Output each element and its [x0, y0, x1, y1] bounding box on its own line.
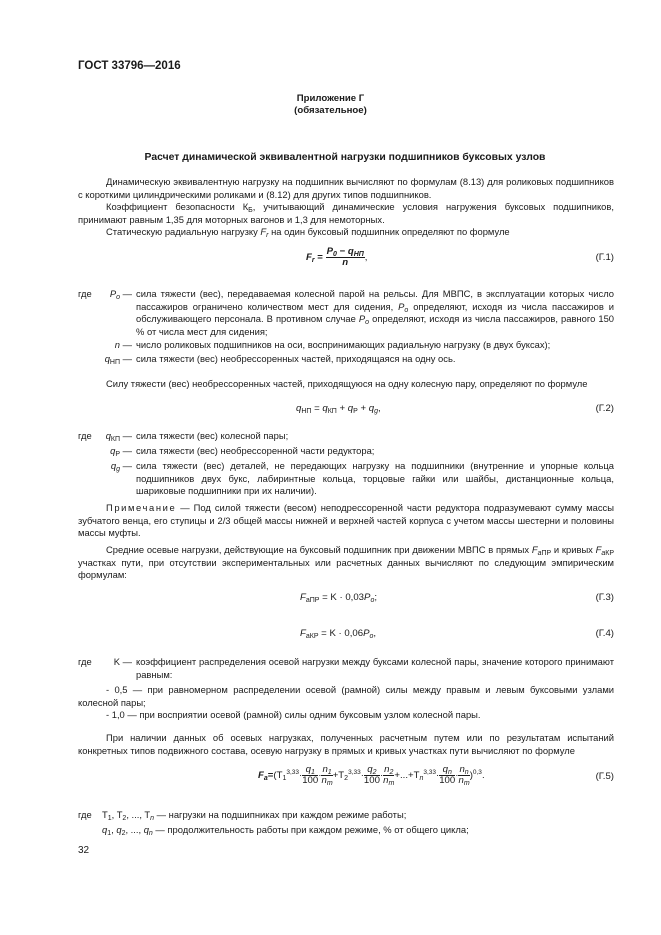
def-k-item-1: - 0,5 — при равномерном распределении осевой (рамной) силы между правым и левым буксовыми узлами колесной пары;	[78, 684, 614, 708]
def-text-qg: сила тяжести (вес) деталей, не передающих нагрузку на подшипники (внутренние и упорные кольца подшипников двух букс, лабиринтные кольца, торцовые гайки или шайбы, дистанционные кольца, шариковые подшипники при их наличии).	[136, 460, 614, 497]
where-label: где	[78, 430, 92, 441]
document-header: ГОСТ 33796—2016	[78, 60, 181, 72]
def-symbol-po: $P_o$ —	[109, 288, 132, 301]
def-symbol-qkp: $q_{КП}$ —	[105, 430, 132, 443]
appendix-status: (обязательное)	[294, 105, 367, 116]
paragraph-1: Динамическую эквивалентную нагрузку на подшипник вычисляют по формулам (8.13) для роликовых подшипников с короткими цилиндрическими роликами и (8.12) для других типов подшипников.	[78, 176, 614, 200]
paragraph-4: Силу тяжести (вес) необрессоренных частей, приходящуюся на одну колесную пару, определяют по формуле	[106, 378, 588, 389]
formula-g1: $F_r$ = $\frac{P_0 - q_{НП}}{n}$ ,	[306, 246, 368, 268]
paragraph-6: При наличии данных об осевых нагрузках, полученных расчетным путем или по результатам испытаний конкретных типов подвижного состава, осевую нагрузку в прямых и кривых участках пути вычисляют по формуле	[78, 732, 614, 756]
formula-number-g5: (Г.5)	[595, 771, 614, 782]
where-label: где	[78, 288, 92, 299]
formula-number-g3: (Г.3)	[595, 592, 614, 603]
def-symbol-n: n —	[114, 339, 132, 350]
def-symbol-qr: $q_Р$ —	[110, 445, 132, 458]
paragraph-3: Статическую радиальную нагрузку $F_r$ на один буксовый подшипник определяют по формуле	[106, 226, 510, 239]
def-k-item-2: - 1,0 — при восприятии осевой (рамной) силы одним буксовым узлом колесной пары.	[106, 709, 481, 720]
section-title: Расчет динамической эквивалентной нагрузки подшипников буксовых узлов	[144, 152, 546, 163]
note: Примечание — Под силой тяжести (весом) неподрессоренной части редуктора подразумевают сумму массы зубчатого венца, его ступицы и 2/3 общей массы нижней и верхней частей корпуса с учетом массы шестерни и половины массы муфты.	[78, 502, 614, 539]
where-label: где	[78, 656, 92, 667]
def-text-qr: сила тяжести (вес) необрессоренной части редуктора;	[136, 445, 375, 456]
def-text-qnp: сила тяжести (вес) необрессоренных частей, приходящаяся на одну ось.	[136, 353, 456, 364]
def-t-list: $T_1$, $T_2$, ..., $T_n$ — нагрузки на подшипниках при каждом режиме работы;	[102, 809, 407, 822]
formula-g5: $F_a=(T_1^{3,33}\cdot$ $\frac{q_1}{100}$ · $\frac{n_1}{n_m}$ $+T_2^{3,33}\cdot$ $\frac{q_2}{100}$ · $\frac{n_2}{n_m}$ $+...+T_n^{3,33}\cdot$ $\frac{q_n}{100}$ · $\frac{n_n}{n_m}$ )$^{0,3}$.	[258, 764, 485, 787]
paragraph-5: Средние осевые нагрузки, действующие на буксовый подшипник при движении МВПС в прямых $F_{aПР}$ и кривых $F_{aКР}$ участках пути, при отсутствии экспериментальных или расчетных данных вычисляют по следующим эмпирическим формулам:	[78, 544, 615, 581]
appendix-title: Приложение Г	[296, 93, 365, 104]
page-number: 32	[78, 845, 90, 856]
def-symbol-k: K —	[113, 656, 132, 667]
formula-g4: $F_{aКР} = K \cdot 0,06P_o$,	[300, 628, 377, 640]
formula-number-g1: (Г.1)	[595, 252, 614, 263]
def-text-k: коэффициент распределения осевой нагрузки между буксами колесной пары, значение которого принимают равным:	[136, 656, 614, 680]
formula-number-g4: (Г.4)	[595, 628, 614, 639]
def-q-list: $q_1$, $q_2$, ..., $q_n$ — продолжительность работы при каждом режиме, % от общего цикла;	[102, 824, 469, 837]
def-text-qkp: сила тяжести (вес) колесной пары;	[136, 430, 289, 441]
paragraph-2: Коэффициент безопасности $К_Б$, учитывающий динамические условия нагружения буксовых подшипников, принимают равным 1,35 для моторных вагонов и 1,3 для немоторных.	[78, 201, 614, 225]
def-symbol-qnp: $q_{НП}$ —	[104, 353, 132, 366]
def-text-po: сила тяжести (вес), передаваемая колесной парой на рельсы. Для МВПС, в эксплуатации которых число пассажиров ограничено количеством мест для сидения, $P_o$ определяют, исходя из числа пассажиров и обслуживающего персонала. В противном случае $P_o$ определяют, исходя из числа пассажиров, равного 150 % от числа мест для сидения;	[136, 288, 614, 337]
formula-number-g2: (Г.2)	[595, 403, 614, 414]
where-label: где	[78, 809, 92, 820]
formula-g3: $F_{aПР} = K \cdot 0,03P_o$;	[300, 592, 378, 604]
def-symbol-qg: $q_g$ —	[110, 460, 132, 473]
formula-g2: $q_{НП} = q_{КП} + q_Р + q_g$,	[296, 403, 381, 415]
def-text-n: число роликовых подшипников на оси, воспринимающих радиальную нагрузку (в двух буксах);	[136, 339, 551, 350]
